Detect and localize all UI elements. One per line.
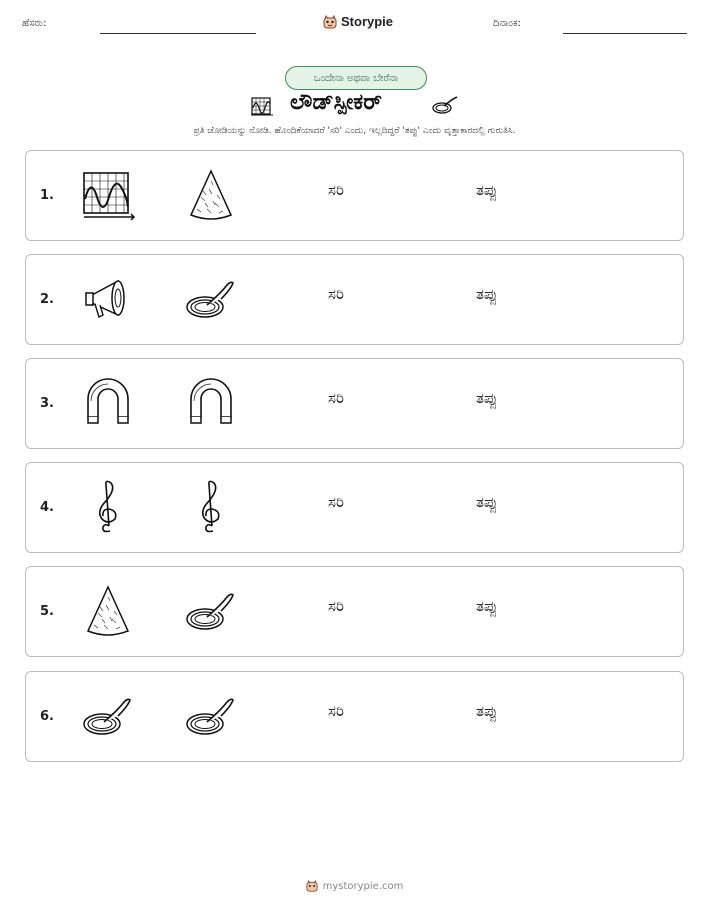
storypie-logo-icon xyxy=(323,15,337,29)
question-card-4 xyxy=(25,462,684,553)
graph-icon xyxy=(250,96,274,118)
question-card-1 xyxy=(25,150,684,241)
graph-icon xyxy=(78,167,138,225)
date-label: ದಿನಾಂಕ: xyxy=(493,18,521,29)
false-option[interactable]: ತಪ್ಪು xyxy=(476,181,498,199)
true-option[interactable]: ಸರಿ xyxy=(328,389,344,407)
coil-icon xyxy=(430,95,460,115)
false-option[interactable]: ತಪ್ಪು xyxy=(476,702,498,720)
magnet-icon xyxy=(78,375,138,433)
false-option[interactable]: ತಪ್ಪು xyxy=(476,285,498,303)
title-row xyxy=(0,90,709,118)
coil-icon xyxy=(181,583,241,641)
cone-icon xyxy=(78,583,138,641)
question-card-6 xyxy=(25,671,684,762)
true-option[interactable]: ಸರಿ xyxy=(328,285,344,303)
coil-icon xyxy=(181,688,241,746)
coil-icon xyxy=(78,688,138,746)
brand-name: Storypie xyxy=(341,14,394,29)
question-card-2 xyxy=(25,254,684,345)
question-number: 2. xyxy=(40,292,54,307)
instructions: ಪ್ರತಿ ಜೋಡಿಯನ್ನು ನೋಡಿ. ಹೊಂದಿಕೆಯಾದರೆ 'ಸರಿ' ಎಂದು, ಇಲ್ಲದಿದ್ದರೆ 'ತಪ್ಪು' ಎಂದು ವೃತ್ತಾಕಾರದಲ್ಲಿ ಗುರುತಿಸಿ. xyxy=(193,126,516,136)
question-card-3 xyxy=(25,358,684,449)
megaphone-icon xyxy=(78,271,138,329)
name-line[interactable] xyxy=(100,33,256,34)
worksheet-type-badge: ಒಂದೇನಾ ಅಥವಾ ಬೇರೆನಾ xyxy=(285,66,427,90)
false-option[interactable]: ತಪ್ಪು xyxy=(476,597,498,615)
question-card-5 xyxy=(25,566,684,657)
true-option[interactable]: ಸರಿ xyxy=(328,493,344,511)
question-number: 6. xyxy=(40,709,54,724)
date-line[interactable] xyxy=(563,33,687,34)
question-number: 4. xyxy=(40,500,54,515)
true-option[interactable]: ಸರಿ xyxy=(328,597,344,615)
coil-icon xyxy=(181,271,241,329)
false-option[interactable]: ತಪ್ಪು xyxy=(476,493,498,511)
question-number: 3. xyxy=(40,396,54,411)
storypie-logo-icon xyxy=(306,880,318,892)
header-row xyxy=(0,14,709,38)
page-title: ಲೌಡ್‌ಸ್ಪೀಕರ್ xyxy=(290,90,382,115)
magnet-icon xyxy=(181,375,241,433)
question-number: 5. xyxy=(40,604,54,619)
false-option[interactable]: ತಪ್ಪು xyxy=(476,389,498,407)
brand xyxy=(323,14,393,29)
treble-clef-icon xyxy=(78,479,138,537)
true-option[interactable]: ಸರಿ xyxy=(328,702,344,720)
true-option[interactable]: ಸರಿ xyxy=(328,181,344,199)
question-number: 1. xyxy=(40,188,54,203)
footer-url[interactable]: mystorypie.com xyxy=(322,880,404,892)
name-label: ಹೆಸರು: xyxy=(22,18,47,29)
cone-icon xyxy=(181,167,241,225)
footer xyxy=(0,880,709,892)
treble-clef-icon xyxy=(181,479,241,537)
